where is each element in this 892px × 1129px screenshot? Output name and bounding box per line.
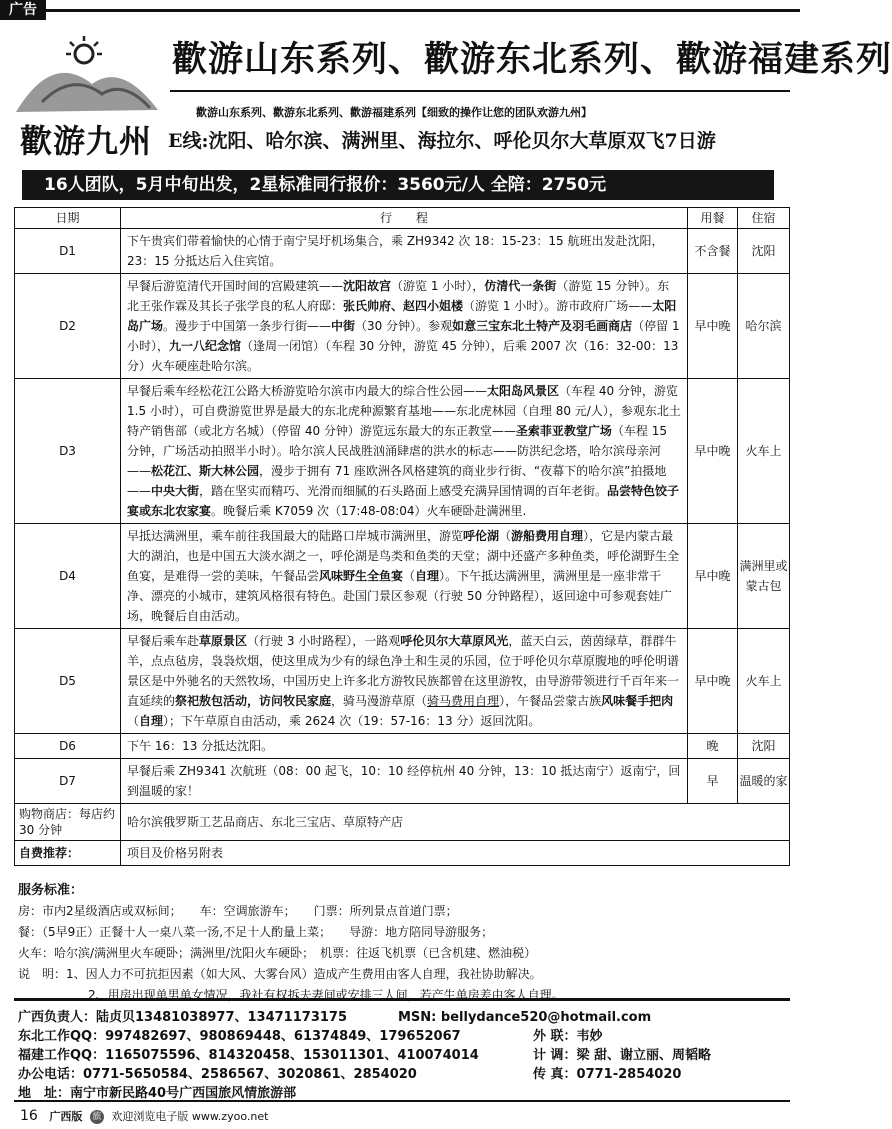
logo-text: 歡游九州 <box>20 122 153 160</box>
plan-segment: （游览 1 小时）。游市政府广场—— <box>463 299 653 313</box>
plan-segment: 太阳岛风景区 <box>487 384 560 398</box>
ad-tag: 广告 <box>0 0 46 20</box>
day-cell: D7 <box>15 759 121 804</box>
contact-right: 外 联：韦妙 <box>533 1029 603 1044</box>
meal-cell: 不含餐 <box>688 229 738 274</box>
plan-segment: 沈阳故宫 <box>343 279 392 293</box>
hotel-cell: 火车上 <box>738 629 790 734</box>
plan-segment: （30 分钟）。参观 <box>355 319 453 333</box>
plan-segment: （车程 15 分钟，广场活动拍照半小时）。哈尔滨人民战胜汹涌肆虐的洪水的标志——防洪纪念塔，哈尔滨母亲河—— <box>127 424 668 478</box>
contact-right: 计 调：梁 甜、谢立丽、周韬略 <box>533 1048 712 1063</box>
plan-cell <box>121 524 688 629</box>
plan-segment: （逢周一闭馆）（车程 30 分钟，游览 45 分钟），后乘 2007 次（16：32-00：13 分）火车硬座赴哈尔滨。 <box>127 339 679 373</box>
plan-segment: 松花江、斯大林公园 <box>151 464 260 478</box>
plan-cell <box>121 274 688 379</box>
plan-segment: 早餐后乘车经松花江公路大桥游览哈尔滨市内最大的综合性公园—— <box>127 384 488 398</box>
price-banner: 16人团队，5月中旬出发，2星标准同行报价：3560元/人 全陪：2750元 <box>22 170 774 200</box>
hotel-cell: 沈阳 <box>738 229 790 274</box>
day-cell: D4 <box>15 524 121 629</box>
logo <box>12 32 162 162</box>
service-line: 说 明：1、因人力不可抗拒因素（如大风、大雾台风）造成产生费用由客人自理，我社协助解决。 <box>18 967 542 981</box>
service-line: 房：市内2星级酒店或双标间； 车：空调旅游车； 门票：所列景点首道门票； <box>18 904 458 918</box>
plan-segment: （行驶 3 小时路程），一路观 <box>247 634 401 648</box>
meal-cell: 早中晚 <box>688 629 738 734</box>
footer <box>20 1108 268 1124</box>
header-plan: 行 程 <box>121 208 688 229</box>
headline-rule <box>170 90 790 92</box>
service-line: 餐：（5早9正）正餐十人一桌八菜一汤,不足十人酌量上菜； 导游：地方陪同导游服务； <box>18 925 494 939</box>
plan-segment: 早餐后乘车赴 <box>127 634 200 648</box>
meal-cell: 早中晚 <box>688 524 738 629</box>
itinerary-row <box>15 629 790 734</box>
plan-segment: ，骑马漫游草原（ <box>331 694 428 708</box>
plan-segment: 早抵达满洲里，乘车前往我国最大的陆路口岸城市满洲里，游览 <box>127 529 464 543</box>
shopping-row <box>15 804 790 841</box>
plan-cell <box>121 379 688 524</box>
plan-segment: 。晚餐后乘 K7059 次（17:48-08:04）火车硬卧赴满洲里. <box>211 504 527 518</box>
itinerary-row <box>15 524 790 629</box>
plan-cell <box>121 759 688 804</box>
meal-cell: 晚 <box>688 734 738 759</box>
website-link[interactable]: 欢迎浏览电子版 www.zyoo.net <box>111 1110 269 1123</box>
page-number: 16 <box>20 1108 38 1124</box>
sun-mountain-logo-icon <box>12 32 162 122</box>
plan-segment: ，踏在坚实而精巧、光滑而细腻的石头路面上感受充满异国情调的百年老街。 <box>199 484 608 498</box>
contact-line <box>18 1065 788 1084</box>
contact-left: 办公电话：0771-5650584、2586567、3020861、2854020 <box>18 1067 417 1082</box>
selfpay-label: 自费推荐： <box>15 841 121 866</box>
plan-segment: 张氏帅府、赵四小姐楼 <box>343 299 464 313</box>
plan-segment: ），它是内蒙古最大的湖泊，也是中国五大淡水湖之一，呼伦湖是鸟类和鱼类的天堂；湖中还盛产多种鱼类，呼伦湖野生全鱼宴，是难得一尝的美味，午餐品尝 <box>127 529 680 583</box>
plan-segment: 下午贵宾们带着愉快的心情于南宁吴圩机场集合，乘 ZH9342 次 18：15-23：15 航班出发赴沈阳，23：15 分抵达后入住宾馆。 <box>127 234 664 268</box>
contact-line <box>18 1046 788 1065</box>
header-meal: 用餐 <box>688 208 738 229</box>
table-header-row <box>15 208 790 229</box>
plan-segment: 品尝特色饺子宴或东北农家宴 <box>127 484 680 518</box>
plan-segment: 太阳岛广场 <box>127 299 677 333</box>
itinerary-row <box>15 734 790 759</box>
plan-segment: 游船费用自理 <box>511 529 584 543</box>
day-cell: D3 <box>15 379 121 524</box>
plan-segment: 风味野生全鱼宴 <box>319 569 404 583</box>
top-rule <box>46 9 800 12</box>
itinerary-row <box>15 379 790 524</box>
selfpay-row <box>15 841 790 866</box>
plan-segment: 中央大街 <box>151 484 200 498</box>
edition-label: 广西版 <box>49 1110 83 1123</box>
plan-segment: 如意三宝东北土特产及羽毛画商店 <box>452 319 633 333</box>
plan-segment: 自理 <box>139 714 164 728</box>
header-hotel: 住宿 <box>738 208 790 229</box>
plan-segment: 中街 <box>331 319 356 333</box>
plan-segment: 仿清代一条街 <box>484 279 557 293</box>
plan-segment: ），午餐品尝蒙古族 <box>499 694 602 708</box>
plan-segment: （ <box>499 529 512 543</box>
plan-cell <box>121 734 688 759</box>
plan-segment: （车程 40 分钟，游览 1.5 小时），可自费游览世界是最大的东北虎种源繁育基地——东北虎林园（自理 80 元/人），参观东北土特产销售部（或北方名城）（停留 40 分钟）游览远东最大的东正教堂—— <box>127 384 681 438</box>
hotel-cell: 沈阳 <box>738 734 790 759</box>
plan-segment: 草原景区 <box>199 634 248 648</box>
plan-segment: （停留 1 小时）， <box>127 319 680 353</box>
selfpay-value: 项目及价格另附表 <box>121 841 790 866</box>
plan-segment: 下午 16：13 分抵达沈阳。 <box>127 739 274 753</box>
hotel-cell: 满洲里或蒙古包 <box>738 524 790 629</box>
plan-segment: （ <box>403 569 416 583</box>
plan-segment: （游览 15 分钟）。东北王张作霖及其长子张学良的私人府邸： <box>127 279 670 313</box>
plan-segment: 九一八纪念馆 <box>169 339 242 353</box>
plan-segment: 。漫步于中国第一条步行街—— <box>163 319 332 333</box>
itinerary-row <box>15 274 790 379</box>
plan-segment: ，漫步于拥有 71 座欧洲各风格建筑的商业步行街、“夜幕下的哈尔滨”拍摄地—— <box>127 464 667 498</box>
contact-right: 传 真：0771-2854020 <box>533 1067 682 1082</box>
plan-segment: ，蓝天白云，茵茵绿草，群群牛羊，点点毡房，袅袅炊烟，使这里成为少有的绿色净土和生灵的乐园，位于呼伦贝尔草原腹地的呼伦明谱景区是中外驰名的天然牧场，中国历史上许多北方游牧民族都曾在这里游牧，由导游带领进行千百年来一直延续的 <box>127 634 680 708</box>
contact-right: MSN: bellydance520@hotmail.com <box>398 1010 652 1025</box>
contact-left: 地 址：南宁市新民路40号广西国旅风情旅游部 <box>18 1086 297 1101</box>
plan-segment: ）。下午抵达满洲里，满洲里是一座非常干净、漂亮的小城市，建筑风格很有特色。赴国门景区参观（行驶 50 分钟路程），返回途中可参观套娃广场，晚餐后自由活动。 <box>127 569 672 623</box>
plan-segment: （游览 1 小时）， <box>391 279 485 293</box>
plan-segment: （ <box>127 714 140 728</box>
plan-segment: 自理 <box>415 569 440 583</box>
contact-left: 福建工作QQ：1165075596、814320458、153011301、410074014 <box>18 1048 479 1063</box>
plan-segment: 风味餐手把肉 <box>601 694 674 708</box>
meal-cell: 早中晚 <box>688 274 738 379</box>
headline: 歡游山东系列、歡游东北系列、歡游福建系列 <box>172 40 892 80</box>
hotel-cell: 温暖的家 <box>738 759 790 804</box>
plan-segment: 骑马费用自理 <box>427 694 500 708</box>
plan-cell <box>121 229 688 274</box>
service-standards <box>18 880 788 1006</box>
plan-segment: ）；下午草原自由活动，乘 2624 次（19：57-16：13 分）返回沈阳。 <box>163 714 541 728</box>
day-cell: D5 <box>15 629 121 734</box>
service-line: 火车：哈尔滨/满洲里火车硬卧；满洲里/沈阳火车硬卧； 机票：往返飞机票（已含机建、燃油税） <box>18 946 537 960</box>
contact-left: 东北工作QQ：997482697、980869448、61374849、179652067 <box>18 1029 461 1044</box>
plan-segment: 早餐后游览清代开国时间的宫殿建筑—— <box>127 279 344 293</box>
itinerary-row <box>15 229 790 274</box>
itinerary-row <box>15 759 790 804</box>
route-title: E线:沈阳、哈尔滨、满洲里、海拉尔、呼伦贝尔大草原双飞7日游 <box>168 130 716 152</box>
shopping-value: 哈尔滨俄罗斯工艺品商店、东北三宝店、草原特产店 <box>121 804 790 841</box>
badge-icon: 旅 <box>90 1110 104 1124</box>
meal-cell: 早中晚 <box>688 379 738 524</box>
shopping-label: 购物商店：每店约 30 分钟 <box>15 804 121 841</box>
plan-segment: 呼伦湖 <box>463 529 500 543</box>
contacts <box>18 1008 788 1103</box>
plan-segment: 祭祀敖包活动，访问牧民家庭 <box>175 694 332 708</box>
day-cell: D2 <box>15 274 121 379</box>
plan-segment: 早餐后乘 ZH9341 次航班（08：00 起飞，10：10 经停杭州 40 分钟，13：10 抵达南宁）返南宁，回到温暖的家！ <box>127 764 681 798</box>
service-note-2: 2、用房出现单男单女情况，我社有权拆夫妻间或安排三人间，若产生单房差由客人自理。 <box>88 988 564 1002</box>
contact-line <box>18 1008 788 1027</box>
plan-segment: 圣索菲亚教堂广场 <box>515 424 612 438</box>
plan-segment: 呼伦贝尔大草原风光 <box>400 634 509 648</box>
meal-cell: 早 <box>688 759 738 804</box>
subline: 歡游山东系列、歡游东北系列、歡游福建系列【细致的操作让您的团队欢游九州】 <box>196 106 592 119</box>
hotel-cell: 火车上 <box>738 379 790 524</box>
contact-left: 广西负责人：陆贞贝13481038977、13471173175 <box>18 1010 347 1025</box>
hotel-cell: 哈尔滨 <box>738 274 790 379</box>
day-cell: D1 <box>15 229 121 274</box>
plan-cell <box>121 629 688 734</box>
itinerary-table <box>14 207 790 866</box>
day-cell: D6 <box>15 734 121 759</box>
itinerary-body <box>15 229 790 804</box>
service-title: 服务标准： <box>18 883 84 898</box>
header-day: 日期 <box>15 208 121 229</box>
contact-line <box>18 1027 788 1046</box>
contact-line <box>18 1084 788 1103</box>
